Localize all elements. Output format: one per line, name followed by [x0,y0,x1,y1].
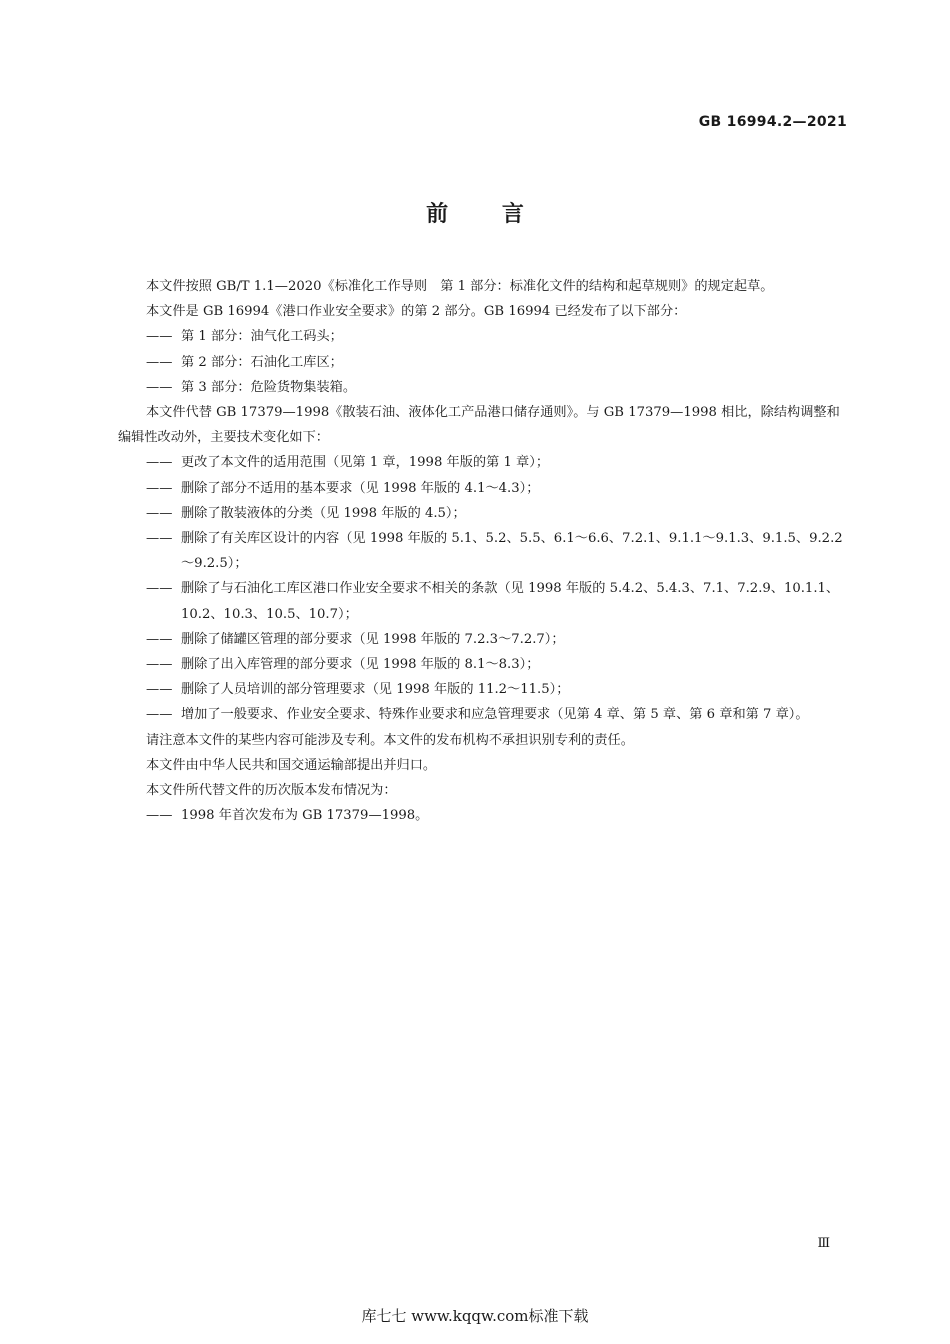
page-title: 前 言 [426,202,524,227]
list-item-change [118,677,850,702]
list-item-text: 删除了部分不适用的基本要求（见 1998 年版的 4.1～4.3）； [181,480,540,496]
dash: —— [146,808,173,824]
list-item-text: 删除了储罐区管理的部分要求（见 1998 年版的 7.2.3～7.2.7）； [181,631,565,647]
list-item-change [118,450,850,475]
dash: —— [146,581,173,597]
list-item-text: 删除了散装液体的分类（见 1998 年版的 4.5）； [181,505,466,521]
list-item-text: 1998 年首次发布为 GB 17379—1998。 [181,808,429,824]
list-item-text: 第 2 部分：石油化工库区； [181,354,343,370]
list-item-part [118,324,850,349]
list-item-history [118,803,850,828]
list-item-text: 更改了本文件的适用范围（见第 1 章，1998 年版的第 1 章）； [181,455,550,471]
footer-watermark: 库七七 www.kqqw.com标准下载 [361,1307,589,1325]
list-item-text: 增加了一般要求、作业安全要求、特殊作业要求和应急管理要求（见第 4 章、第 5 章、第 6 章和第 7 章）。 [181,707,809,723]
list-item-change [118,652,850,677]
paragraph-drafting-rules: 本文件按照 GB/T 1.1—2020《标准化工作导则 第 1 部分：标准化文件的结构和起草规则》的规定起草。 [146,279,774,294]
dash: —— [146,631,173,647]
dash: —— [146,480,173,496]
list-item-change [118,501,850,526]
list-item-text: 删除了与石油化工库区港口作业安全要求不相关的条款（见 1998 年版的 5.4.2、5.4.3、7.1、7.2.9、10.1.1、10.2、10.3、10.5、10.7）； [181,581,840,622]
paragraph-history-intro: 本文件所代替文件的历次版本发布情况为： [146,783,397,799]
list-item-text: 删除了出入库管理的部分要求（见 1998 年版的 8.1～8.3）； [181,657,540,673]
list-item-text: 删除了人员培训的部分管理要求（见 1998 年版的 11.2～11.5）； [181,682,570,698]
list-item-part [118,375,850,400]
dash: —— [146,657,173,673]
dash: —— [146,354,173,370]
list-item-text: 第 3 部分：危险货物集装箱。 [181,379,357,395]
dash: —— [146,455,173,471]
list-item-part [118,350,850,375]
list-item-change [118,576,850,626]
dash: —— [146,329,173,345]
dash: —— [146,707,173,723]
list-item-text: 第 1 部分：油气化工码头； [181,329,343,345]
list-item-change [118,526,850,576]
list-item-change [118,476,850,501]
paragraph-replacement: 本文件代替 GB 17379—1998《散装石油、液体化工产品港口储存通则》。与 GB 17379—1998 相比，除结构调整和编辑性改动外，主要技术变化如下： [118,405,840,446]
page-number: Ⅲ [817,1236,830,1251]
dash: —— [146,682,173,698]
list-item-change [118,702,850,727]
list-item-change [118,627,850,652]
dash: —— [146,505,173,521]
dash: —— [146,379,173,395]
paragraph-proposer: 本文件由中华人民共和国交通运输部提出并归口。 [146,757,437,773]
dash: —— [146,531,173,547]
paragraph-parts-intro: 本文件是 GB 16994《港口作业安全要求》的第 2 部分。GB 16994 已经发布了以下部分： [146,304,687,320]
document-body [118,274,850,828]
paragraph-patent-notice: 请注意本文件的某些内容可能涉及专利。本文件的发布机构不承担识别专利的责任。 [146,732,634,748]
standard-number: GB 16994.2—2021 [698,114,847,130]
list-item-text: 删除了有关库区设计的内容（见 1998 年版的 5.1、5.2、5.5、6.1～6.6、7.2.1、9.1.1～9.1.3、9.1.5、9.2.2～9.2.5）； [181,531,843,572]
